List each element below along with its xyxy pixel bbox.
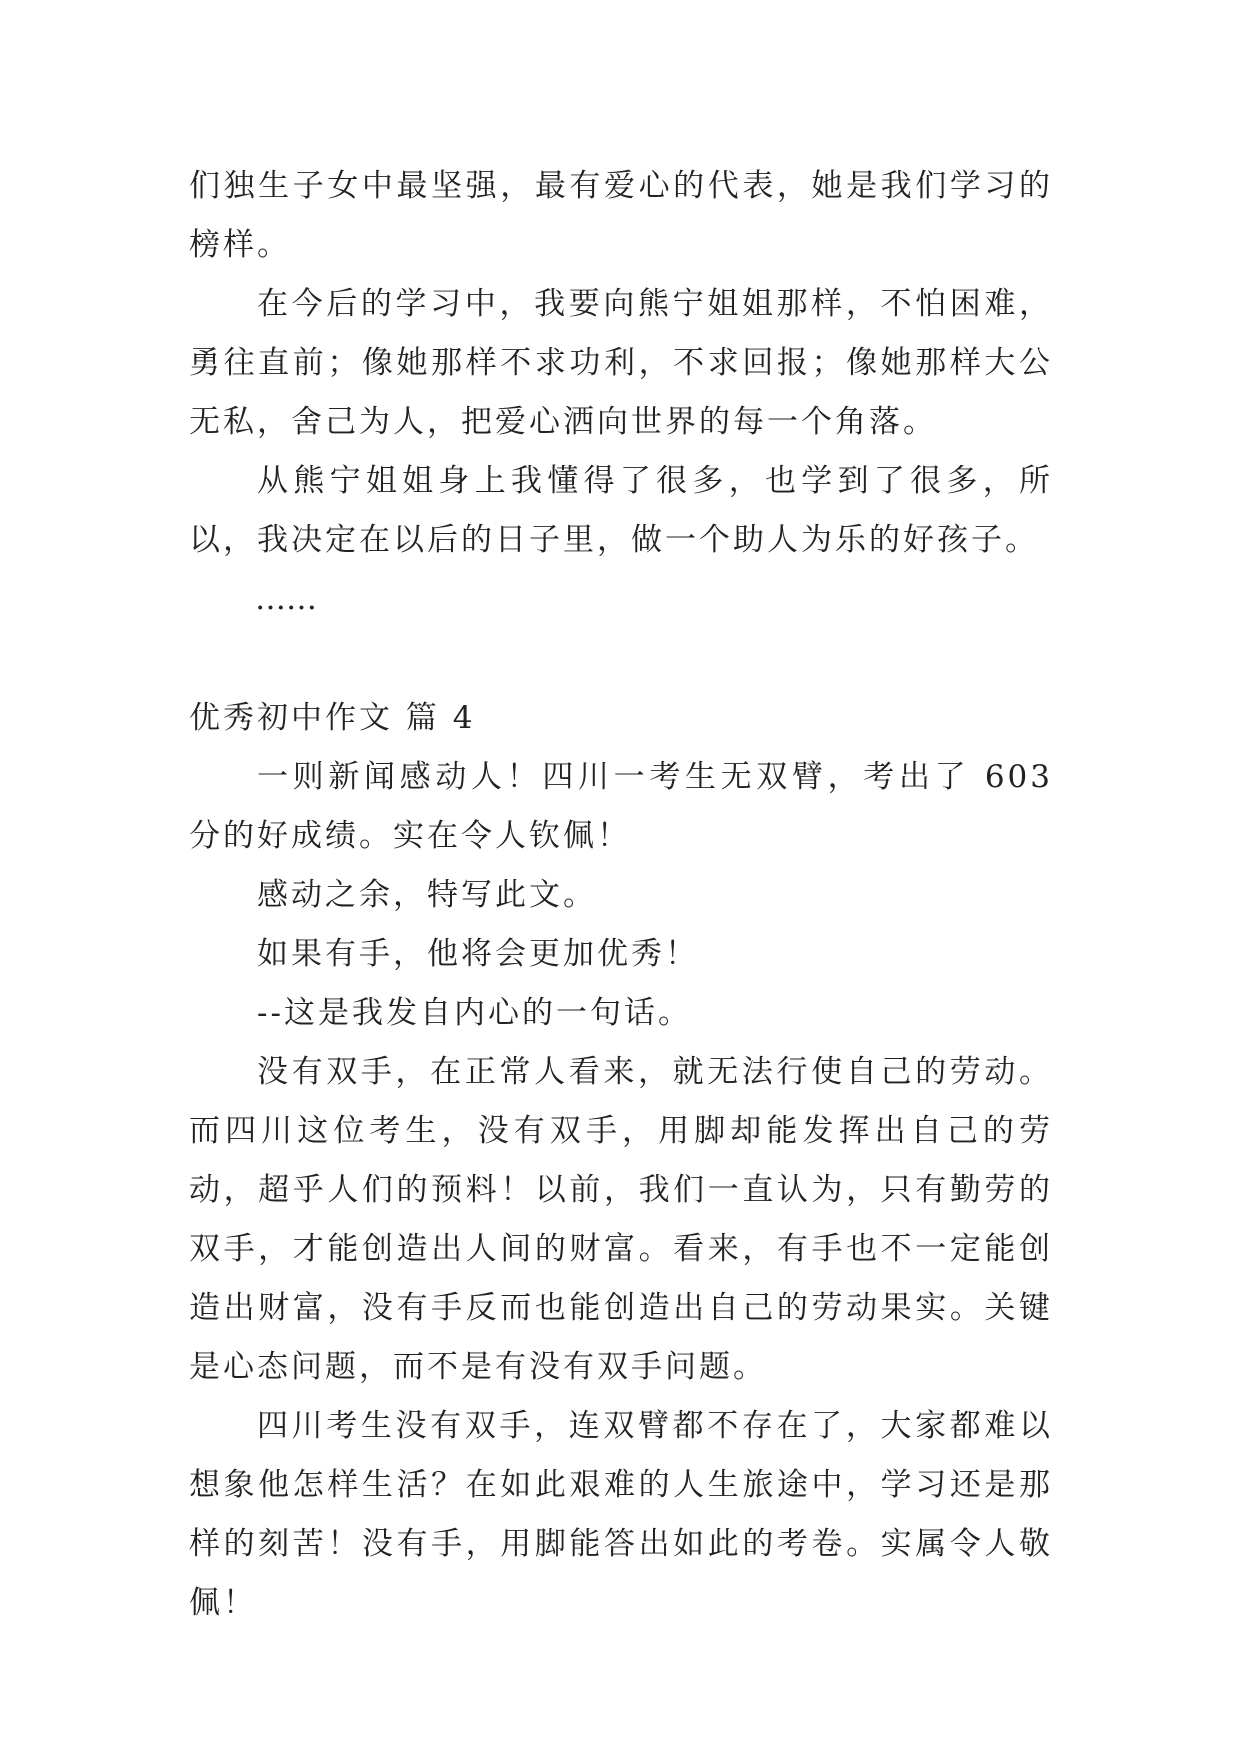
paragraph: 没有双手，在正常人看来，就无法行使自己的劳动。而四川这位考生，没有双手，用脚却能发挥出自己的劳动，超乎人们的预料！以前，我们一直认为，只有勤劳的双手，才能创造出人间的财富。看来，有手也不一定能创造出财富，没有手反而也能创造出自己的劳动果实。关键是心态问题，而不是有没有双手问题。 [189, 1054, 1053, 1385]
ellipsis: …… [255, 581, 317, 617]
paragraph: 从熊宁姐姐身上我懂得了很多，也学到了很多，所以，我决定在以后的日子里，做一个助人为乐的好孩子。 [189, 463, 1053, 558]
document-body [189, 157, 1053, 1633]
section-title: 优秀初中作文 篇 4 [189, 700, 476, 736]
paragraph: 在今后的学习中，我要向熊宁姐姐那样，不怕困难，勇往直前；像她那样不求功利，不求回报；像她那样大公无私，舍己为人，把爱心洒向世界的每一个角落。 [189, 286, 1053, 440]
paragraph: 如果有手，他将会更加优秀！ [257, 936, 699, 972]
paragraph-continuation: 们独生子女中最坚强，最有爱心的代表，她是我们学习的榜样。 [189, 168, 1053, 263]
paragraph: 四川考生没有双手，连双臂都不存在了，大家都难以想象他怎样生活？在如此艰难的人生旅途中，学习还是那样的刻苦！没有手，用脚能答出如此的考卷。实属令人敬佩！ [189, 1408, 1053, 1621]
paragraph: 一则新闻感动人！四川一考生无双臂，考出了 603 分的好成绩。实在令人钦佩！ [189, 759, 1053, 854]
paragraph: --这是我发自内心的一句话。 [257, 995, 692, 1031]
paragraph: 感动之余，特写此文。 [257, 877, 597, 913]
